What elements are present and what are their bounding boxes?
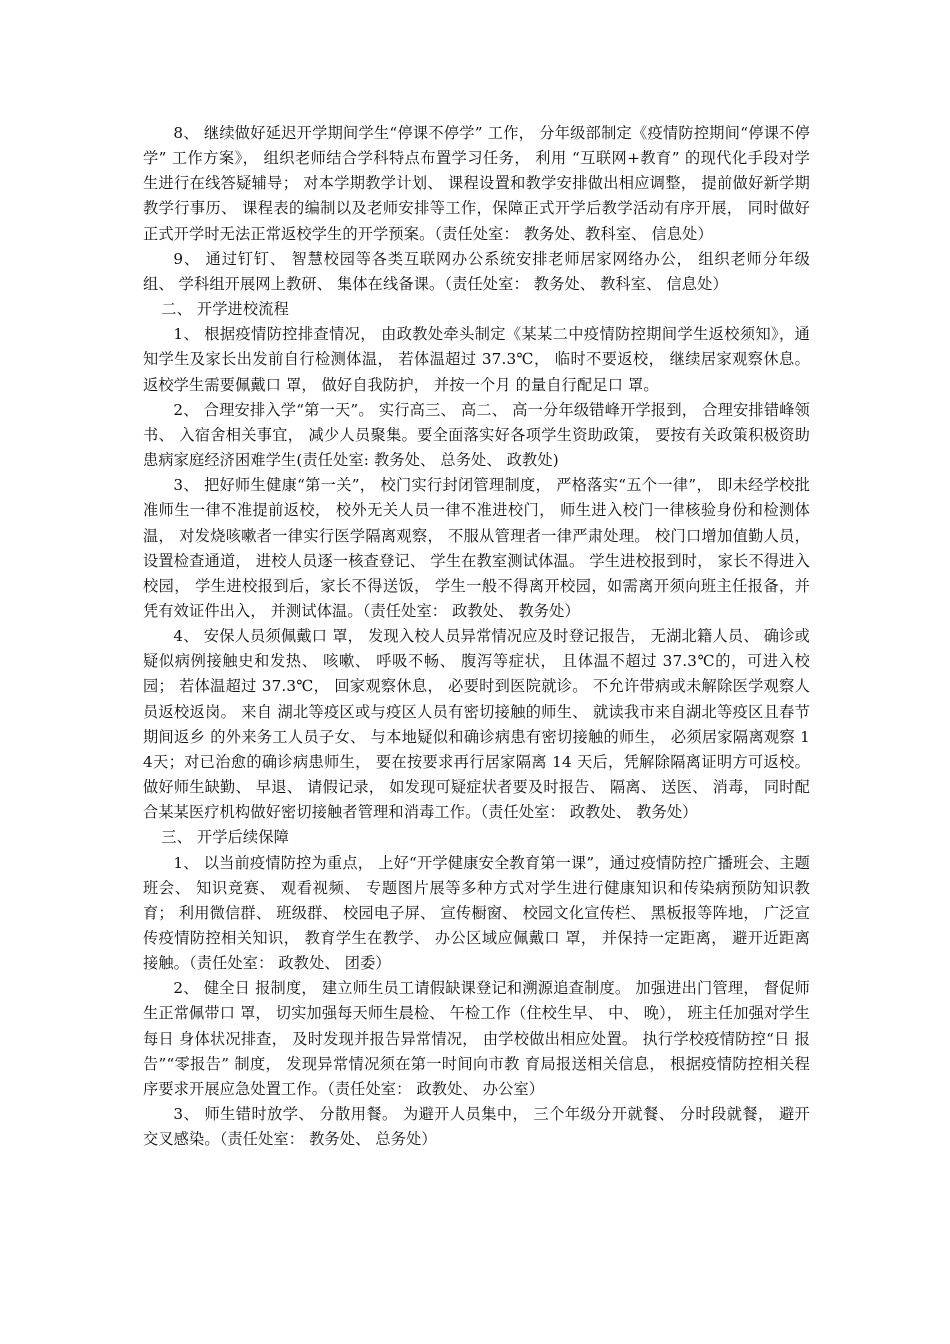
paragraph-section2-item-1: 1、 根据疫情防控排查情况， 由政教处牵头制定《某某二中疫情防控期间学生返校须知》，通知学生及家长出发前自行检测体温， 若体温超过 37.3℃， 临时不要返校， 继续居家观察休息。 返校学生需要佩戴口 罩， 做好自我防护， 并按一个月 的量自行配足口 罩。 (143, 325, 810, 394)
paragraph-section2-item-4: 4、 安保人员须佩戴口 罩， 发现入校人员异常情况应及时登记报告， 无湖北籍人员、 确诊或疑似病例接触史和发热、 咳嗽、 呼吸不畅、 腹泻等症状， 且体温不超过 37.3℃的，可进入校园； 若体温超过 37.3℃， 回家观察休息， 必要时到医院就诊。 不允许带病或未解除医学观察人员返校返岗。 来自 湖北等疫区或与疫区人员有密切接触的师生、 就读我市来自湖北等疫区且春节期间返乡 的外来务工人员子女、 与本地疑似和确诊病患有密切接触的师生， 必须居家隔离观察 14天；对已治愈的确诊病患师生， 要在按要求再行居家隔离 14 天后，凭解除隔离证明方可返校。 做好师生缺勤、 早退、 请假记录， 如发现可疑症状者要及时报告、 隔离、 送医、 消毒， 同时配合某某医疗机构做好密切接触者管理和消毒工作。（责任处室： 政教处、 教务处） (143, 627, 810, 822)
paragraph-section3-item-3: 3、 师生错时放学、 分散用餐。 为避开人员集中， 三个年级分开就餐、 分时段就餐， 避开交叉感染。（责任处室： 教务处、 总务处） (143, 1105, 810, 1149)
section-heading-2: 二、 开学进校流程 (161, 300, 289, 319)
document-page (143, 121, 810, 1152)
paragraph-section2-item-3: 3、 把好师生健康“第一关”， 校门实行封闭管理制度， 严格落实“五个一律”， 即未经学校批准师生一律不准提前返校， 校外无关人员一律不准进校门， 师生进入校门一律核验身份和检测体温， 对发烧咳嗽者一律实行医学隔离观察， 不服从管理者一律严肃处理。 校门口增加值勤人员， 设置检查通道， 进校人员逐一核查登记、 学生在教室测试体温。 学生进校报到时， 家长不得进入校园， 学生进校报到后，家长不得送饭， 学生一般不得离开校园，如需离开须向班主任报备，并凭有效证件出入， 并测试体温。（责任处室： 政教处、 教务处） (143, 476, 810, 620)
paragraph-section3-item-2: 2、 健全日 报制度， 建立师生员工请假缺课登记和溯源追查制度。 加强进出门管理， 督促师生正常佩带口 罩， 切实加强每天师生晨检、 午检工作（住校生早、 中、 晚）， 班主任加强对学生每日 身体状况排查， 及时发现并报告异常情况， 由学校做出相应处置。 执行学校疫情防控“日 报告”“零报告” 制度， 发现异常情况须在第一时间向市教 育局报送相关信息， 根据疫情防控相关程序要求开展应急处置工作。（责任处室： 政教处、 办公室） (143, 979, 810, 1098)
paragraph-item-8: 8、 继续做好延迟开学期间学生“停课不停学” 工作， 分年级部制定《疫情防控期间“停课不停学” 工作方案》， 组织老师结合学科特点布置学习任务， 利用 “互联网+教育” 的现代化手段对学生进行在线答疑辅导； 对本学期教学计划、 课程设置和教学安排做出相应调整， 提前做好新学期教学行事历、 课程表的编制以及老师安排等工作，保障正式开学后教学活动有序开展， 同时做好正式开学时无法正常返校学生的开学预案。（责任处室： 教务处、教科室、 信息处） (143, 124, 810, 243)
paragraph-section2-item-2: 2、 合理安排入学“第一天”。 实行高三、 高二、 高一分年级错峰开学报到， 合理安排错峰领书、 入宿舍相关事宜， 减少人员聚集。要全面落实好各项学生资助政策， 要按有关政策积极资助患病家庭经济困难学生(责任处室: 教务处、 总务处、 政教处) (143, 400, 810, 470)
paragraph-section3-item-1: 1、 以当前疫情防控为重点， 上好“开学健康安全教育第一课”，通过疫情防控广播班会、主题班会、 知识竞赛、 观看视频、 专题图片展等多种方式对学生进行健康知识和传染病预防知识教育； 利用微信群、 班级群、 校园电子屏、 宣传橱窗、 校园文化宣传栏、 黑板报等阵地， 广泛宣传疫情防控相关知识， 教育学生在教学、 办公区域应佩戴口 罩， 并保持一定距离， 避开近距离接触。（责任处室： 政教处、 团委） (143, 853, 810, 973)
paragraph-item-9: 9、 通过钉钉、 智慧校园等各类互联网办公系统安排老师居家网络办公， 组织老师分年级组、 学科组开展网上教研、 集体在线备课。（责任处室： 教务处、 教科室、 信息处） (143, 249, 810, 293)
section-heading-3: 三、 开学后续保障 (161, 828, 289, 847)
